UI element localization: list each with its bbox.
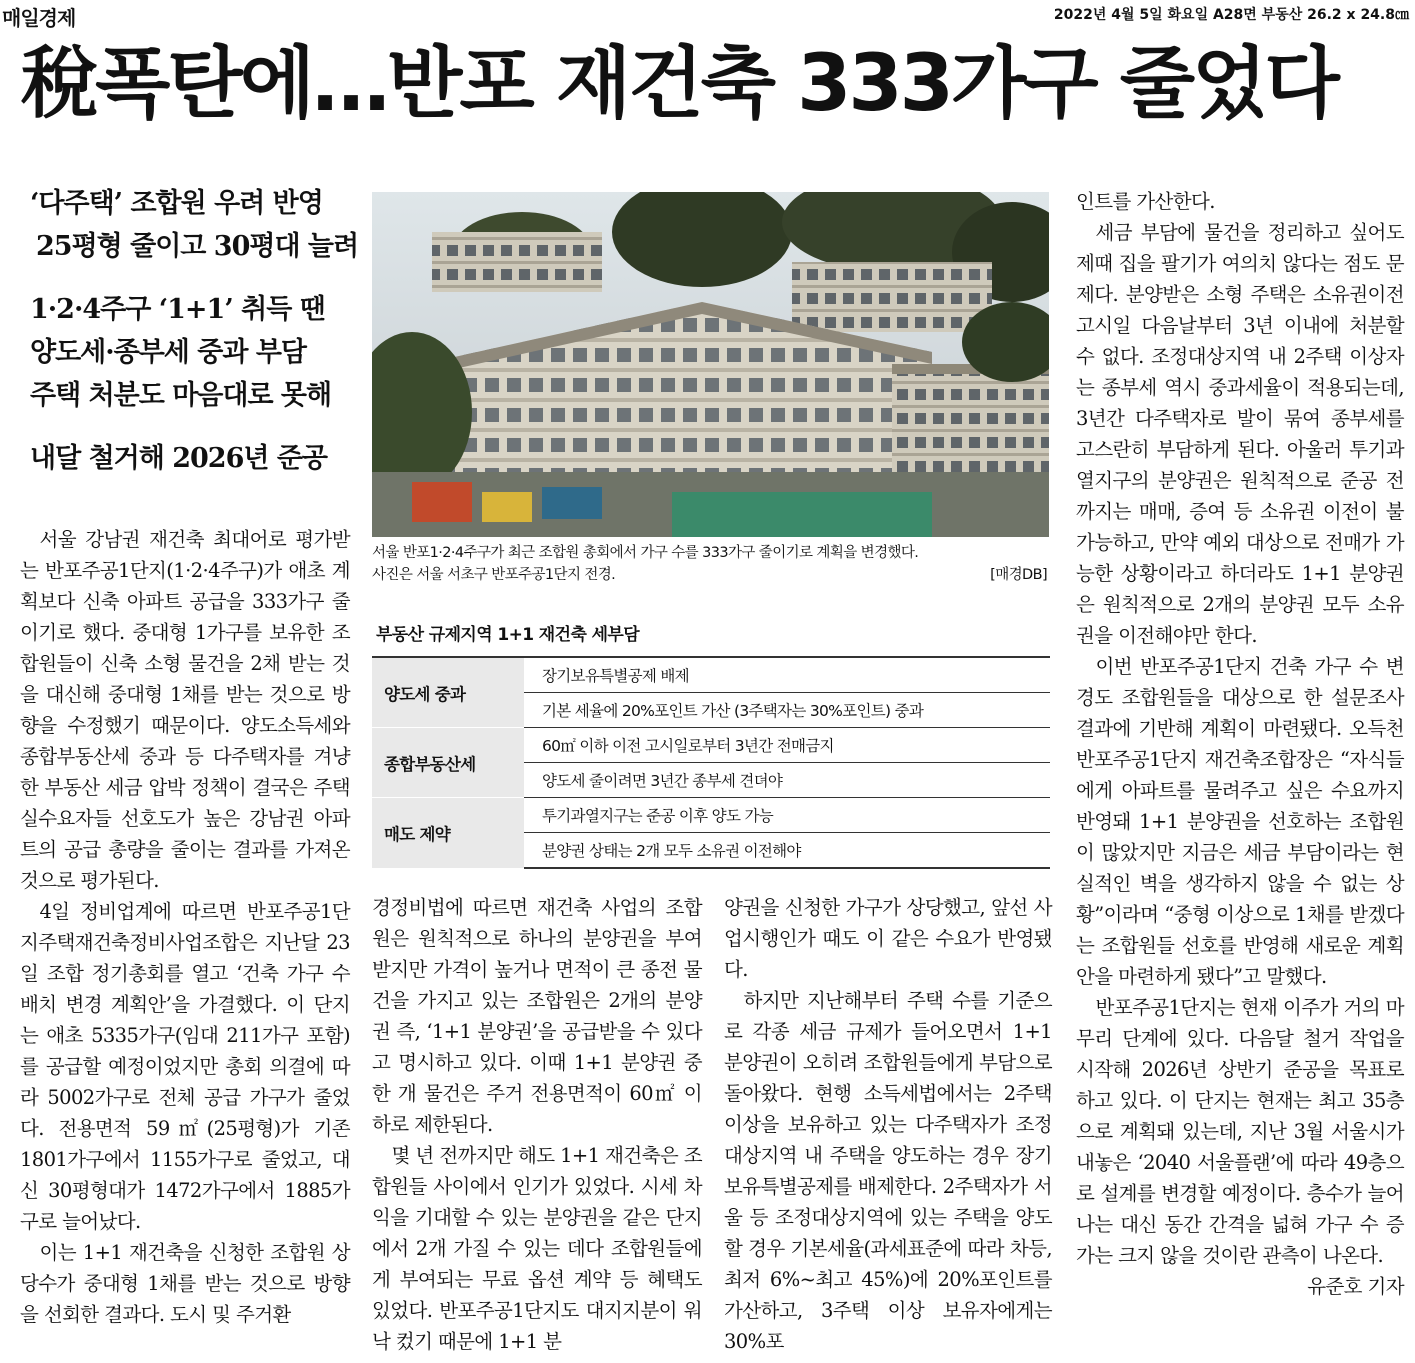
paragraph: 경정비법에 따르면 재건축 사업의 조합원은 원칙적으로 하나의 분양권을 부여받지만 가격이 높거나 면적이 큰 종전 물건을 가지고 있는 조합원은 2개의 분양권 즉, ‘1+1 분양권’을 공급받을 수 있다고 명시하고 있다. 이때 1+1 분양권 중 한 개 물건은 주거 전용면적이 60㎡ 이하로 제한된다. [372, 896, 702, 1136]
table-title: 부동산 규제지역 1+1 재건축 세부담 [376, 625, 640, 645]
table-item: 기본 세율에 20%포인트 가산 (3주택자는 30%포인트) 중과 [524, 693, 1050, 728]
paragraph: 이는 1+1 재건축을 신청한 조합원 상당수가 중대형 1채를 받는 것으로 방향을 선회한 결과다. 도시 및 주거환 [20, 1241, 350, 1326]
table-item: 장기보유특별공제 배제 [524, 657, 1050, 693]
subhead-line: 양도세·종부세 중과 부담 [30, 337, 307, 368]
photo-credit: [매경DB] [990, 567, 1047, 583]
headline: 稅폭탄에…반포 재건축 333가구 줄었다 [20, 39, 1337, 129]
newspaper-name: 매일경제 [2, 6, 76, 30]
table-item: 분양권 상태는 2개 모두 소유권 이전해야 [524, 833, 1050, 869]
paragraph: 인트를 가산한다. [1076, 190, 1215, 213]
article-column-1 [20, 524, 350, 1330]
apartment-photo [372, 192, 1049, 537]
caption-line: 사진은 서울 서초구 반포주공1단지 전경. [372, 567, 616, 583]
paragraph: 세금 부담에 물건을 정리하고 싶어도 제때 집을 팔기가 여의치 않다는 점도 문제다. 분양받은 소형 주택은 소유권이전고시일 다음날부터 3년 이내에 처분할 수 없다. 조정대상지역 내 2주택 이상자는 종부세 역시 중과세율이 적용되는데, 3년간 다주택자로 발이 묶여 종부세를 고스란히 부담하게 된다. 아울러 투기과열지구의 분양권은 원칙적으로 준공 전까지는 매매, 증여 등 소유권 이전이 불가능하고, 만약 예외 대상으로 전매가 가능한 상황이라고 하더라도 1+1 분양권은 원칙적으로 2개의 분양권 모두 소유권을 이전해야만 한다. [1076, 221, 1404, 647]
table-item: 양도세 줄이려면 3년간 종부세 견뎌야 [524, 763, 1050, 798]
table-category: 종합부동산세 [372, 728, 524, 798]
article-column-3 [724, 892, 1052, 1357]
subheads [30, 182, 359, 480]
subhead-line: 25평형 줄이고 30평대 늘려 [36, 231, 359, 262]
table-category: 양도세 중과 [372, 657, 524, 728]
paragraph: 반포주공1단지는 현재 이주가 거의 마무리 단계에 있다. 다음달 철거 작업을 시작해 2026년 상반기 준공을 목표로 하고 있다. 이 단지는 현재는 최고 35층으로 계획돼 있는데, 지난 3월 서울시가 내놓은 ‘2040 서울플랜’에 따라 49층으로 설계를 변경할 예정이다. 층수가 늘어나는 대신 동간 간격을 넓혀 가구 수 증가는 크지 않을 것이란 관측이 나온다. [1076, 996, 1404, 1267]
paragraph: 양권을 신청한 가구가 상당했고, 앞선 사업시행인가 때도 이 같은 수요가 반영됐다. [724, 896, 1052, 981]
byline: 유준호 기자 [1307, 1275, 1404, 1298]
table-item: 투기과열지구는 준공 이후 양도 가능 [524, 798, 1050, 833]
subhead-line: ‘다주택’ 조합원 우려 반영 [30, 188, 323, 219]
paragraph: 이번 반포주공1단지 건축 가구 수 변경도 조합원들을 대상으로 한 설문조사 결과에 기반해 계획이 마련됐다. 오득천 반포주공1단지 재건축조합장은 “자식들에게 아파트를 물려주고 싶은 수요까지 반영돼 1+1 분양권을 선호하는 조합원이 많았지만 지금은 세금 부담이라는 현실적인 벽을 생각하지 않을 수 없는 상황”이라며 “중형 이상으로 1채를 받겠다는 조합원들 선호를 반영해 새로운 계획안을 마련하게 됐다”고 말했다. [1076, 655, 1404, 988]
paragraph: 서울 강남권 재건축 최대어로 평가받는 반포주공1단지(1·2·4주구)가 애초 계획보다 신축 아파트 공급을 333가구 줄이기로 했다. 중대형 1가구를 보유한 조합원들이 신축 소형 물건을 2채 받는 것을 대신해 중대형 1채를 받는 것으로 방향을 수정했기 때문이다. 양도소득세와 종합부동산세 중과 등 다주택자를 겨냥한 부동산 세금 압박 정책이 결국은 주택 실수요자들 선호도가 높은 강남권 아파트의 공급 총량을 줄이는 결과를 가져온 것으로 평가된다. [20, 528, 350, 892]
caption-line: 서울 반포1·2·4주구가 최근 조합원 총회에서 가구 수를 333가구 줄이기로 계획을 변경했다. [372, 545, 919, 561]
paragraph: 4일 정비업계에 따르면 반포주공1단지주택재건축정비사업조합은 지난달 23일 조합 정기총회를 열고 ‘건축 가구 수 배치 변경 계획안’을 가결했다. 이 단지는 애초 5335가구(임대 211가구 포함)를 공급할 예정이었지만 총회 의결에 따라 5002가구로 전체 공급 가구가 줄었다. 전용면적 59㎡(25평형)가 기존 1801가구에서 1155가구로 줄었고, 대신 30평형대가 1472가구에서 1885가구로 늘어났다. [20, 900, 350, 1233]
paragraph: 하지만 지난해부터 주택 수를 기준으로 각종 세금 규제가 들어오면서 1+1 분양권이 오히려 조합원들에게 부담으로 돌아왔다. 현행 소득세법에서는 2주택 이상을 보유하고 있는 다주택자가 조정대상지역 내 주택을 양도하는 경우 장기보유특별공제를 배제한다. 2주택자가 서울 등 조정대상지역에 있는 주택을 양도할 경우 기본세율(과세표준에 따라 차등, 최저 6%~최고 45%)에 20%포인트를 가산하고, 3주택 이상 보유자에게는 30%포 [724, 989, 1052, 1353]
issue-info: 2022년 4월 5일 화요일 A28면 부동산 26.2 x 24.8㎝ [1053, 7, 1409, 23]
tax-table [372, 656, 1050, 869]
subhead-line: 주택 처분도 마음대로 못해 [30, 380, 332, 411]
subhead-line: 내달 철거해 2026년 준공 [30, 443, 328, 474]
table-category: 매도 제약 [372, 798, 524, 869]
article-column-4 [1076, 186, 1404, 1302]
paragraph: 몇 년 전까지만 해도 1+1 재건축은 조합원들 사이에서 인기가 있었다. 시세 차익을 기대할 수 있는 분양권을 같은 단지에서 2개 가질 수 있는 데다 조합원들에게 부여되는 무료 옵션 계약 등 혜택도 있었다. 반포주공1단지도 대지지분이 워낙 컸기 때문에 1+1 분 [372, 1144, 702, 1353]
subhead-line: 1·2·4주구 ‘1+1’ 취득 땐 [30, 294, 325, 325]
article-column-2 [372, 892, 702, 1357]
photo-caption [372, 542, 1049, 586]
table-item: 60㎡ 이하 이전 고시일로부터 3년간 전매금지 [524, 728, 1050, 763]
